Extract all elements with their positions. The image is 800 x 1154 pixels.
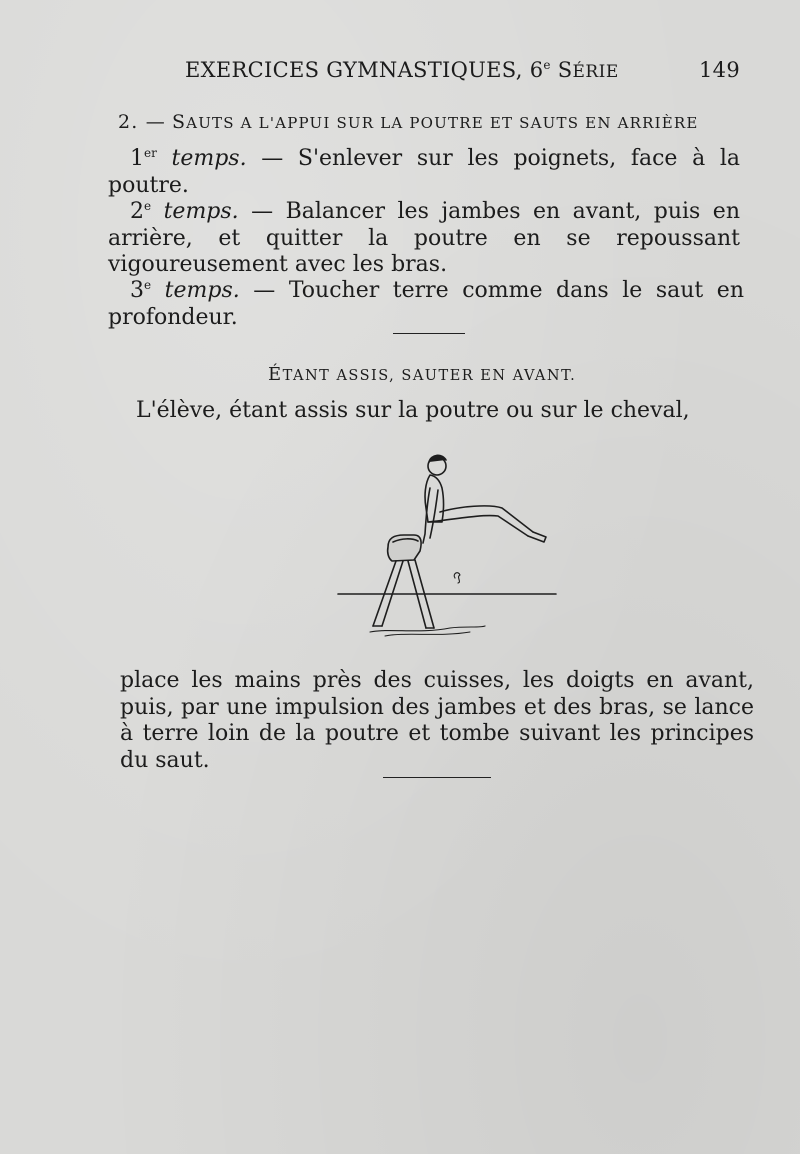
section-divider bbox=[393, 333, 465, 334]
end-divider bbox=[383, 777, 491, 778]
running-title: EXERCICES GYMNASTIQUES, 6e SÉRIE bbox=[185, 58, 619, 82]
section-heading: 2. — SAUTS A L'APPUI SUR LA POUTRE ET SAUTS EN ARRIÈRE bbox=[118, 111, 699, 133]
exercise-heading: ÉTANT ASSIS, SAUTER EN AVANT. bbox=[268, 364, 577, 385]
paragraph-temps-1: 1er temps. — S'enlever sur les poignets, face à la poutre. bbox=[108, 146, 740, 198]
paragraph-temps-2: 2e temps. — Balancer les jambes en avant, puis en arrière, et quitter la poutre en se repoussant vigoureusement avec les bras. bbox=[108, 199, 740, 277]
paragraph-instructions: place les mains près des cuisses, les doigts en avant, puis, par une impulsion des jambes et des bras, se lance à terre loin de la poutre et tombe suivant les principes du saut. bbox=[120, 668, 754, 773]
paragraph-temps-3: 3e temps. — Toucher terre comme dans le saut en profondeur. bbox=[108, 278, 744, 330]
paragraph-intro: L'élève, étant assis sur la poutre ou sur le cheval, bbox=[136, 398, 690, 423]
page-number: 149 bbox=[699, 58, 740, 82]
gymnast-illustration bbox=[330, 448, 565, 643]
